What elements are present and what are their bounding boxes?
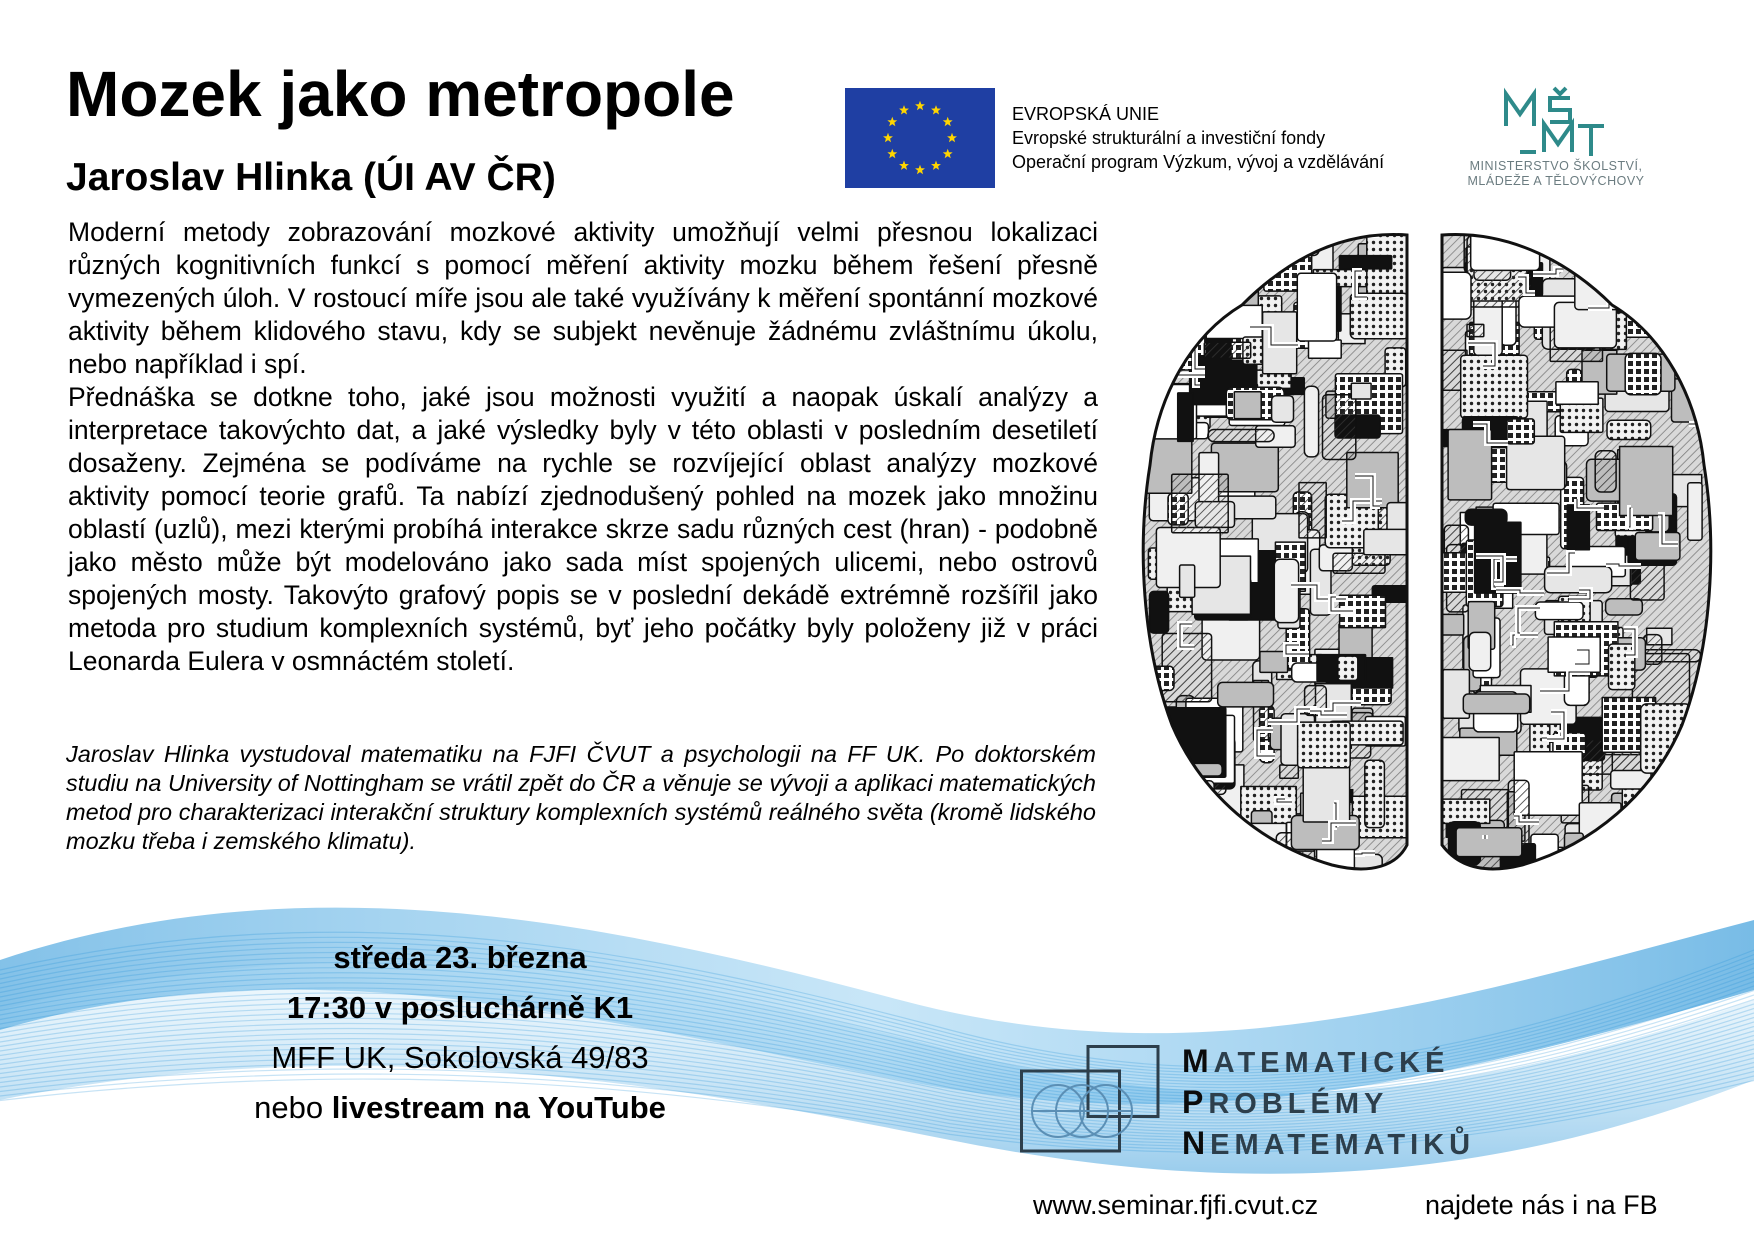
city-street	[1189, 302, 1203, 331]
city-block	[1670, 833, 1715, 865]
city-block	[1556, 382, 1598, 405]
city-block	[1575, 255, 1629, 310]
city-block	[1303, 764, 1349, 822]
abstract-paragraph-2: Přednáška se dotkne toho, jaké jsou možnosti využití a naopak úskalí analýzy a interpretace takovýchto dat, a jaké výsledky byly v této oblasti v posledním desetiletí dosaženy. Zejména se podíváme na rychle se rozvíjející oblast analýzy mozkové aktivity pomocí teorie grafů. Ta nabízí zjednodušený pohled na mozek jako množinu oblastí (uzlů), mezi kterými probíhá interakce skrze sadu různých cest (hran) - podobně jako město může být modelováno jako sada míst spojených ulicemi, nebo ostrovů spojených mosty. Takovýto grafový popis se v poslední dekádě extrémně rozšířil jako metoda pro studium komplexních systémů, byť jeho počátky byly položeny již v práci Leonarda Eulera v osmnáctém století.	[68, 382, 1098, 676]
city-block	[1212, 830, 1231, 886]
city-block	[1641, 704, 1691, 773]
city-block	[1625, 819, 1668, 852]
event-address: MFF UK, Sokolovská 49/83	[271, 1040, 649, 1075]
city-block	[1189, 259, 1207, 278]
city-block	[1469, 632, 1491, 670]
city-block	[1203, 800, 1221, 868]
city-block	[1234, 392, 1261, 419]
city-block	[1218, 682, 1274, 707]
website-link[interactable]: www.seminar.fjfi.cvut.cz	[1033, 1190, 1319, 1220]
city-block	[1350, 293, 1409, 339]
mpn-wordmark	[1182, 1042, 1475, 1165]
city-block	[1463, 694, 1529, 714]
city-street	[1638, 856, 1677, 872]
city-block	[1304, 386, 1318, 457]
stream-link[interactable]: livestream na YouTube	[331, 1090, 666, 1125]
city-block	[1548, 637, 1600, 672]
city-block	[1643, 856, 1703, 878]
city-block	[1676, 258, 1698, 298]
stream-prefix: nebo	[254, 1090, 324, 1125]
event-stream	[180, 1083, 740, 1133]
city-block	[1240, 823, 1286, 874]
city-street	[1191, 807, 1230, 820]
city-block	[1210, 842, 1259, 876]
msmt-text-block	[1440, 159, 1672, 189]
city-block	[1653, 800, 1684, 858]
city-block	[1678, 752, 1701, 820]
city-block	[1680, 245, 1715, 258]
city-block	[1280, 765, 1299, 778]
city-block	[1163, 319, 1182, 352]
city-block	[1333, 553, 1385, 573]
eu-line-3: Operační program Výzkum, vývoj a vzdělávání	[1012, 152, 1385, 172]
city-street	[1432, 334, 1439, 358]
city-block	[1178, 393, 1194, 442]
city-block	[1638, 262, 1666, 327]
city-block	[1243, 233, 1277, 250]
city-block	[1146, 781, 1214, 821]
eu-line-2: Evropské strukturální a investiční fondy	[1012, 128, 1326, 148]
city-block	[1338, 656, 1358, 680]
city-block	[1299, 483, 1326, 538]
speaker-bio: Jaroslav Hlinka vystudoval matematiku na FJFI ČVUT a psychologii na FF UK. Po doktorském studiu na University of Nottingham se vrátil zpět do ČR a věnuje se vývoji a aplikaci matematických metod pro charakterizaci interakční struktury komplexních systémů reálného světa (kromě lidského mozku třeba i zemského klimatu).	[66, 741, 1096, 854]
city-street	[1132, 537, 1143, 542]
city-block	[1435, 738, 1500, 781]
city-block	[1567, 505, 1589, 550]
city-block	[1150, 591, 1169, 633]
city-block	[1272, 396, 1294, 423]
event-info	[180, 933, 740, 1133]
city-block	[1183, 258, 1228, 299]
city-block	[1339, 256, 1391, 269]
city-block	[1456, 828, 1522, 857]
city-street	[1191, 807, 1230, 820]
city-block	[1586, 226, 1615, 249]
city-block	[1434, 614, 1464, 635]
city-street	[1432, 334, 1439, 358]
city-block	[1149, 834, 1210, 848]
city-block	[1567, 847, 1585, 866]
city-block	[1297, 273, 1336, 341]
event-date: středa 23. března	[333, 940, 587, 975]
facebook-note: najdete nás i na FB	[1425, 1190, 1658, 1220]
city-street	[1189, 302, 1203, 331]
city-street	[1165, 263, 1188, 291]
city-block	[1607, 420, 1651, 439]
city-block	[1677, 231, 1714, 247]
city-street	[1411, 710, 1439, 722]
city-block	[1595, 451, 1616, 492]
city-street	[1638, 856, 1677, 872]
speaker-name: Jaroslav Hlinka (ÚI AV ČR)	[66, 156, 556, 199]
city-block	[1688, 483, 1702, 541]
city-block	[1309, 340, 1342, 358]
city-block	[1213, 849, 1229, 874]
city-block	[1625, 353, 1661, 394]
city-block	[1579, 803, 1621, 863]
city-block	[1641, 255, 1676, 307]
city-block	[1274, 559, 1298, 622]
city-street	[1132, 537, 1143, 542]
mpn-line-3: NEMATEMATIKŮ	[1182, 1125, 1476, 1161]
city-street	[1411, 710, 1439, 722]
city-block	[1230, 237, 1252, 294]
city-block	[1636, 265, 1660, 287]
mpn-line-2: PROBLÉMY	[1182, 1084, 1389, 1120]
city-block	[1204, 342, 1250, 358]
city-street	[1165, 263, 1188, 291]
mpn-logo	[1020, 1045, 1160, 1153]
city-block	[1507, 419, 1534, 444]
city-block	[1208, 430, 1274, 442]
city-block	[1168, 235, 1236, 258]
city-block	[1365, 760, 1385, 827]
eu-text-block	[1012, 102, 1384, 174]
city-block	[1467, 324, 1484, 336]
city-street	[1152, 248, 1181, 249]
city-block	[1659, 781, 1710, 800]
msmt-line-2: MLÁDEŽE A TĚLOVÝCHOVY	[1467, 174, 1645, 188]
brain-city-illustration	[1132, 225, 1722, 895]
city-block	[1180, 565, 1195, 597]
city-block	[1262, 227, 1276, 268]
mpn-line-1: MATEMATICKÉ	[1182, 1043, 1450, 1079]
city-block	[1609, 242, 1662, 303]
event-time-place: 17:30 v posluchárně K1	[286, 990, 634, 1025]
eu-line-1: EVROPSKÁ UNIE	[1012, 104, 1160, 124]
city-block	[1218, 815, 1245, 871]
msmt-logo	[1500, 86, 1610, 160]
city-block	[1609, 644, 1635, 690]
city-block	[1535, 602, 1583, 620]
msmt-line-1: MINISTERSTVO ŠKOLSTVÍ,	[1469, 159, 1643, 173]
city-block	[1606, 599, 1643, 615]
city-block	[1298, 722, 1351, 768]
abstract-paragraph-1: Moderní metody zobrazování mozkové aktivity umožňují velmi přesnou lokalizaci různých kognitivních funkcí s pomocí měření aktivity mozku během řešení přesně vymezených úloh. V rostoucí míře jsou ale také využívány k měření spontánní mozkové aktivity během klidového stavu, kdy se subjekt nevěnuje žádnému zvláštnímu úkolu, nebo například i spí.	[68, 217, 1098, 379]
city-block	[1351, 383, 1371, 399]
city-block	[1699, 685, 1714, 715]
city-street	[1152, 248, 1181, 249]
city-block	[1323, 395, 1356, 460]
city-block	[1681, 760, 1705, 793]
city-block	[1172, 474, 1229, 533]
eu-flag-logo	[845, 88, 995, 188]
city-block	[1701, 368, 1716, 404]
page-title: Mozek jako metropole	[66, 58, 735, 130]
abstract	[68, 216, 1098, 678]
